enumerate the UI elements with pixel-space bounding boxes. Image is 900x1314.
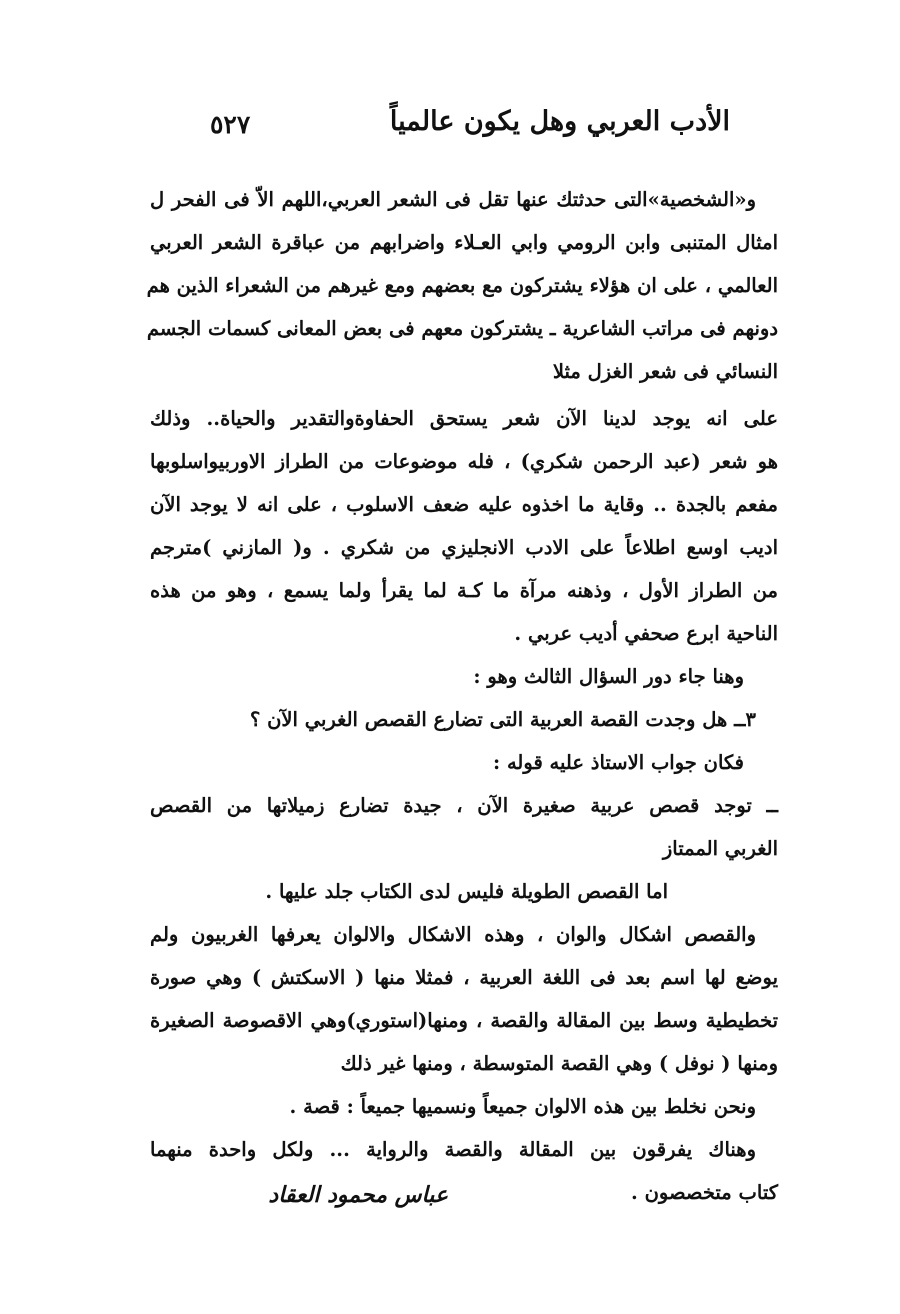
- text-line: العالمي ، على ان هؤلاء يشتركون مع بعضهم ومع غيرهم من الشعراء الذين هم: [146, 274, 778, 297]
- text-line: هو شعر (عبد الرحمن شكري) ، فله موضوعات من الطراز الاوربيواسلوبها: [150, 450, 778, 473]
- paragraph-specialists: وهناك يفرقون بين المقالة والقصة والرواية ... ولكل واحدة منهما: [150, 1138, 756, 1161]
- text-line: من الطراز الأول ، وذهنه مرآة ما كـة لما يقرأ ولما يسمع ، وهو من هذه: [150, 579, 778, 602]
- text-line: والقصص اشكال والوان ، وهذه الاشكال والالوان يعرفها الغربيون ولم: [150, 923, 756, 946]
- paragraph-story-forms: [150, 913, 778, 1085]
- text-line: و«الشخصية»التى حدثتك عنها تقل فى الشعر العربي،اللهم الاّ فى الفحر ل: [150, 188, 756, 211]
- page-number: ٥٢٧: [210, 110, 251, 139]
- text-line: ومنها ( نوفل ) وهي القصة المتوسطة ، ومنها غير ذلك: [340, 1052, 778, 1075]
- text-line: تخطيطية وسط بين المقالة والقصة ، ومنها(استوري)وهي الاقصوصة الصغيرة: [150, 1009, 778, 1032]
- author-signature: عباس محمود العقاد: [268, 1182, 448, 1208]
- text-line: دونهم فى مراتب الشاعرية ـ يشتركون معهم فى بعض المعانى كسمات الجسم: [146, 317, 778, 340]
- question-three: ٣ــ هل وجدت القصة العربية التى تضارع القصص الغربي الآن ؟: [249, 708, 756, 731]
- text-line: مفعم بالجدة .. وقاية ما اخذوه عليه ضعف الاسلوب ، على انه لا يوجد الآن: [150, 493, 778, 516]
- transition-line: وهنا جاء دور السؤال الثالث وهو :: [473, 665, 744, 688]
- text-line: الغربي الممتاز: [662, 837, 778, 860]
- answer-short-stories: [150, 784, 778, 870]
- text-line: يوضع لها اسم بعد فى اللغة العربية ، فمثلا منها ( الاسكتش ) وهي صورة: [150, 966, 778, 989]
- answer-long-stories: اما القصص الطويلة فليس لدى الكتاب جلد عليها .: [265, 880, 668, 903]
- closing-row: [150, 1171, 778, 1215]
- text-line: ــ توجد قصص عربية صغيرة الآن ، جيدة تضارع زميلاتها من القصص: [150, 794, 778, 817]
- closing-line: كتاب متخصصون .: [631, 1181, 778, 1204]
- text-line: النسائي فى شعر الغزل مثلا: [552, 360, 778, 383]
- text-line: على انه يوجد لدينا الآن شعر يستحق الحفاوةوالتقدير والحياة.. وذلك: [150, 407, 778, 430]
- article-body: [146, 178, 778, 1215]
- running-title: الأدب العربي وهل يكون عالمياً: [389, 106, 730, 137]
- paragraph-mixing-forms: ونحن نخلط بين هذه الالوان جميعاً ونسميها جميعاً : قصة .: [289, 1095, 756, 1118]
- paragraph-shukri-mazini: [150, 397, 778, 655]
- paragraph-shakhsiyya: [146, 178, 778, 393]
- answer-intro: فكان جواب الاستاذ عليه قوله :: [492, 751, 744, 774]
- page-header: [160, 102, 760, 154]
- text-line: اديب اوسع اطلاعاً على الادب الانجليزي من شكري . و( المازني )مترجم: [150, 536, 778, 559]
- text-line: الناحية ابرع صحفي أديب عربي .: [514, 622, 778, 645]
- text-line: امثال المتنبى وابن الرومي وابي العـلاء واضرابهم من عباقرة الشعر العربي: [150, 231, 778, 254]
